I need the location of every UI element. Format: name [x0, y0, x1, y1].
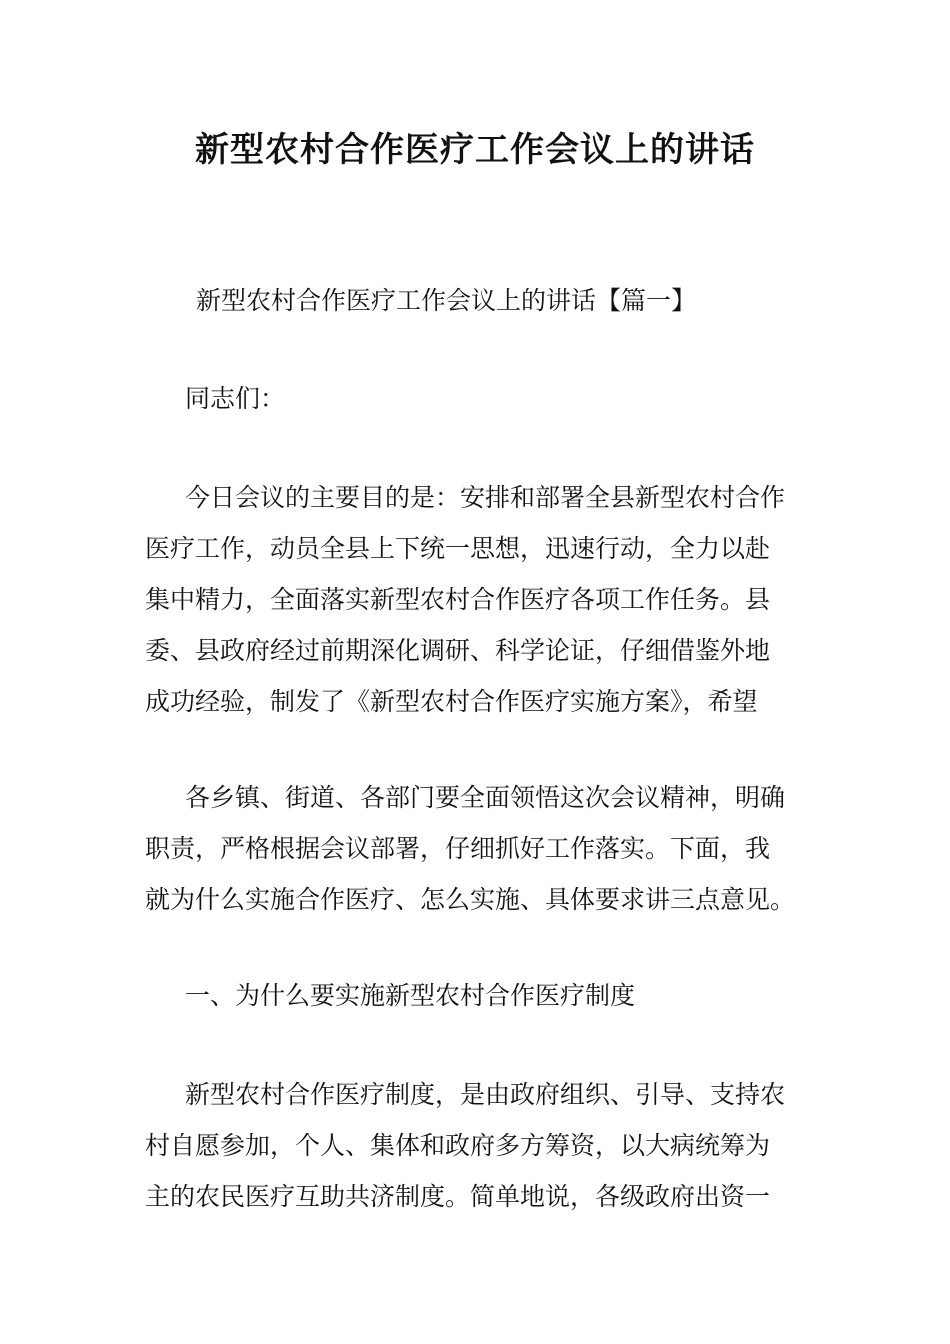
paragraph-line: 各乡镇、街道、各部门要全面领悟这次会议精神，明确: [185, 783, 786, 812]
document-title: 新型农村合作医疗工作会议上的讲话: [195, 130, 755, 170]
paragraph-line: 新型农村合作医疗制度，是由政府组织、引导、支持农: [185, 1080, 786, 1109]
paragraph-line: 成功经验，制发了《新型农村合作医疗实施方案》，希望: [145, 687, 758, 716]
paragraph-line: 村自愿参加，个人、集体和政府多方筹资，以大病统筹为: [145, 1131, 771, 1160]
paragraph-line: 今日会议的主要目的是：安排和部署全县新型农村合作: [185, 483, 786, 512]
paragraph-line: 医疗工作，动员全县上下统一思想，迅速行动，全力以赴: [145, 534, 771, 563]
paragraph-2: [145, 772, 807, 925]
document-subtitle: 新型农村合作医疗工作会议上的讲话【篇一】: [196, 286, 697, 315]
paragraph-line: 就为什么实施合作医疗、怎么实施、具体要求讲三点意见。: [145, 885, 796, 914]
paragraph-line: 委、县政府经过前期深化调研、科学论证，仔细借鉴外地: [145, 636, 771, 665]
section-heading-1: 一、为什么要实施新型农村合作医疗制度: [185, 981, 636, 1010]
paragraph-1: [145, 472, 807, 727]
salutation: 同志们：: [185, 384, 286, 413]
paragraph-line: 集中精力，全面落实新型农村合作医疗各项工作任务。县: [145, 585, 771, 614]
paragraph-3: [145, 1069, 807, 1222]
paragraph-line: 职责，严格根据会议部署，仔细抓好工作落实。下面，我: [145, 834, 771, 863]
paragraph-line: 主的农民医疗互助共济制度。简单地说，各级政府出资一: [145, 1182, 771, 1211]
